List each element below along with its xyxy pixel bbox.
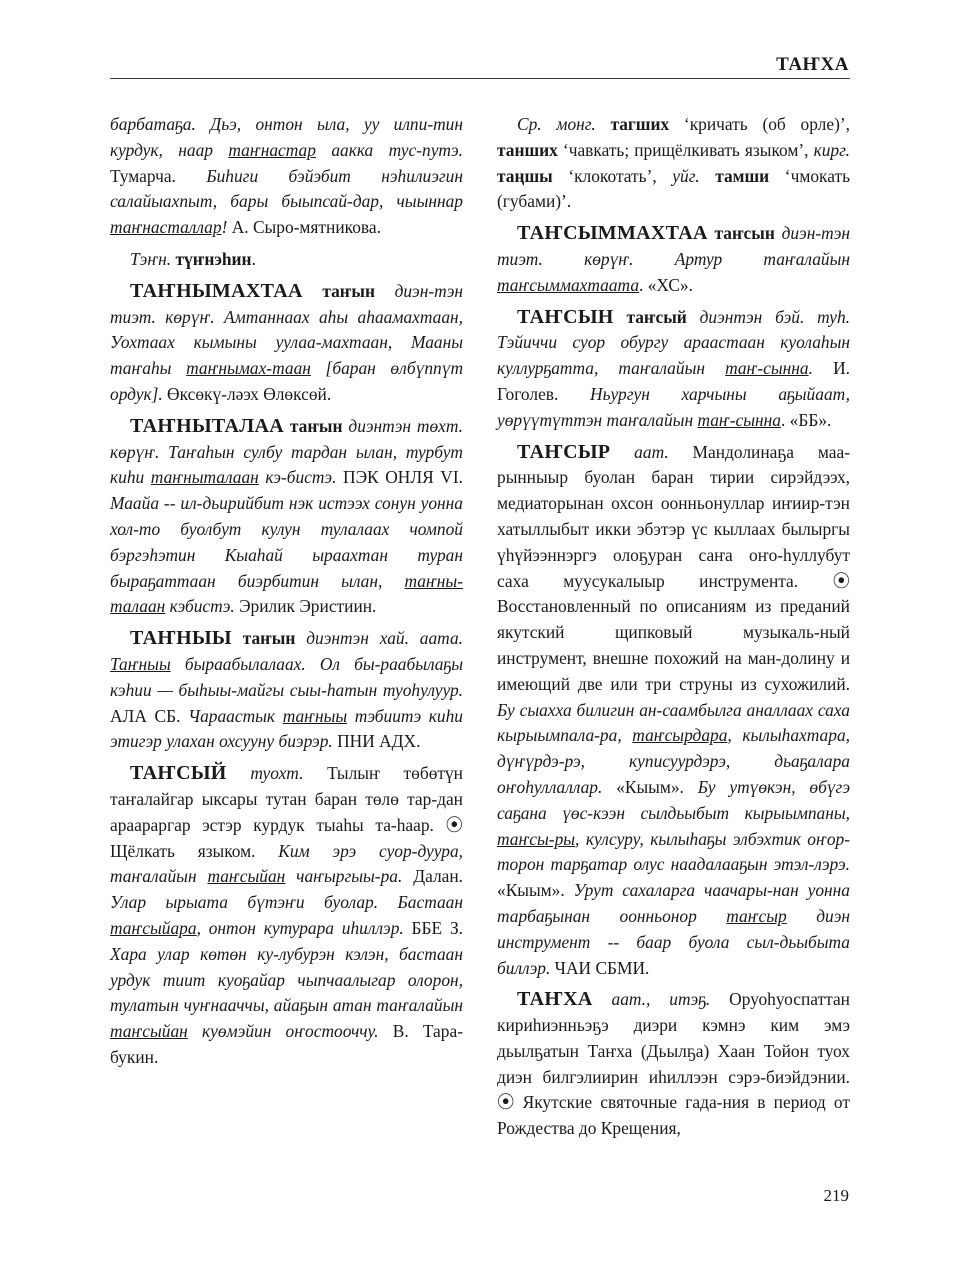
entry-tankha: ТАҤХА аат., итэҕ. Оруоһуоспаттан кириһиэнньэҕэ диэри кэмнэ ким эмэ дьылҕатын Таҥха (Дьылҕа) Хаан Тойон туох диэн билгэлиирин иһиллээн сэрэ-биэйдэнии. ⦿ Якутские святочные гада-ния в период от Рождества до Крещения, xyxy=(497,988,850,1139)
entry-tansyi: ТАҤСЫЙ туохт. Тылыҥ төбөтүн таҥалайгар ыксары тутан баран төлө тар-дан араараргар эстэр курдук тыаһы та-һаар. ⦿ Щёлкать языком. Ким эрэ суор-дуура, таҥалайын таҥсыйан чаҥыргыы-ра. Далан. Улар ырыата бүтэҥи буолар. Бастаан таҥсыйара, онтон кутурара иһиллэр. ББЕ З. Хара улар көтөн ку-лубурэн кэлэн, бастаан урдук тиит куоҕайар чыпчаалыгар олорон, тулатын чуҥнааччы, айаҕын атан таҥалайын таҥсыйан куөмэйин оҥостооччу. В. Тара-букин. xyxy=(110,762,464,1067)
headword: ТАҤНЫТАЛАА xyxy=(130,414,284,437)
entry-tansyr: ТАҤСЫР аат. Мандолинаҕа маа-рынныыр буолан баран тирии сирэйдээх, медиаторынан охсон оонньонуллар иҥиир-тэн хатыллыбыт икки эбэтэр үс кыллаах былыргы үһүйээннэргэ олоҕуран саҥа оҥо-һуллубут саха муусукалыыр инструмента. ⦿ Восстановленный по описаниям из преданий якутский щипковый музыкаль-ный инструмент, внешне похожий на ман-долину и имеющий две или три струны из сухожилий. Бу сыахха билигин ан-саамбылга аналлаах саха кырыымпала-ра, таҥсырдара, кылыһахтара, дүҥүрдэ-рэ, куписуурдэрэ, дьаҕалара оҥоһуллаллар. «Кыым». Бу утүөкэн, өбүгэ саҕана үөс-кээн сылдьыбыт кырыымпаны, таҥсы-ры, кулсуру, кылыһаҕы элбэхтик оҥор-торон тарҕатар олус наадалааҕын этэл-лэрэ. «Кыым». Урут сахаларга чаачары-нан уонна тарбаҕынан оонньонор таҥсыр диэн инструмент -- баар буола сыл-дьыбыта биллэр. ЧАИ СБМИ. xyxy=(497,440,850,978)
right-column xyxy=(497,112,850,1142)
page-number: 219 xyxy=(823,1186,849,1205)
circle-dot-icon: ⦿ xyxy=(445,814,463,835)
left-column xyxy=(110,112,463,1071)
headword: ТАҤСЫММАХТАА xyxy=(517,222,708,245)
entry-tansymmakhtaa: ТАҤСЫММАХТАА таҥсын диэн-тэн тиэт. көрүҥ. Артур таҥалайын таҥсыммахтаата. «ХС». xyxy=(497,222,850,295)
etymology: Ср. монг. тагших ‘кричать (об орле)’, танших ‘чавкать; прищёлкивать языком’, кирг. таңшы ‘клокотать’, уйг. тамши ‘чмокать (губами)’. xyxy=(497,114,851,212)
circle-dot-icon: ⦿ xyxy=(832,570,850,591)
headword: ТАҤСЫЙ xyxy=(130,762,227,785)
headword: ТАҤХА xyxy=(517,988,593,1011)
circle-dot-icon: ⦿ xyxy=(497,1092,515,1113)
running-head: ТАҤХА xyxy=(776,54,849,75)
headword: ТАҤСЫР xyxy=(517,440,611,463)
cross-reference: Тэҥн. түҥнэһин. xyxy=(130,248,256,269)
entry-tanyy: ТАҤНЫЫ таҥын диэнтэн хай. аата. Таҥныы быраабылалаах. Ол бы-раабылаҕы кэһии — быһыы-майгы сыы-һатын туоһулуур. АЛА СБ. Чараастык таҥныы тэбиитэ киһи этигэр улахан охсууну биэрэр. ПНИ АДХ. xyxy=(110,627,464,752)
headword: ТАҤНЫЫ xyxy=(130,627,232,650)
entry-tanymakhtaa: ТАҤНЫМАХТАА таҥын диэн-тэн тиэт. көрүҥ. Амтаннаах аһы аһаамахтаан, Уохтаах кымыны уулаа-махтаан, Мааны таҥаһы таҥнымах-таан [баран өлбүппүт ордук]. Өксөкү-ләэх Өлөксөй. xyxy=(110,279,463,404)
headword: ТАҤСЫН xyxy=(517,305,614,328)
entry-continuation: барбатаҕа. Дьэ, онтон ыла, уу илпи-тин курдук, наар таҥнастар аакка тус-путэ. Тумарча. Биһиги бэйэбит нэһилиэгин салайыахпыт, бары быыпсай-дар, чыыннар таҥнасталлар! А. Сыро-мятникова. xyxy=(110,114,464,238)
entry-tanytalaa: ТАҤНЫТАЛАА таҥын диэнтэн төхт. көрүҥ. Таҥаһын сулбу тардан ылан, турбут киһи таҥныталаан кэ-бистэ. ПЭК ОНЛЯ VI. Маайа -- ил-дьирийбит нэк истээх сонун уонна хол-то буолбут кулун тулалаах чомпой бэргэһэтин Кыаһай ыраахтан туран быраҕаттаан биэрбитин ылан, таҥны-талаан кэбистэ. Эрилик Эристиин. xyxy=(110,414,464,617)
entry-tansyn: ТАҤСЫН таҥсый диэнтэн бэй. туһ. Тэйиччи суор обургу араастаан куолаһын куллурҕатта, таҥалайын таҥ-сынна. И. Гоголев. Ньургун харчыны аҕыйаат, уөрүүтүттэн таҥалайын таҥ-сынна. «ББ». xyxy=(497,305,850,430)
header-rule xyxy=(110,78,850,79)
headword: ТАҤНЫМАХТАА xyxy=(130,279,303,302)
